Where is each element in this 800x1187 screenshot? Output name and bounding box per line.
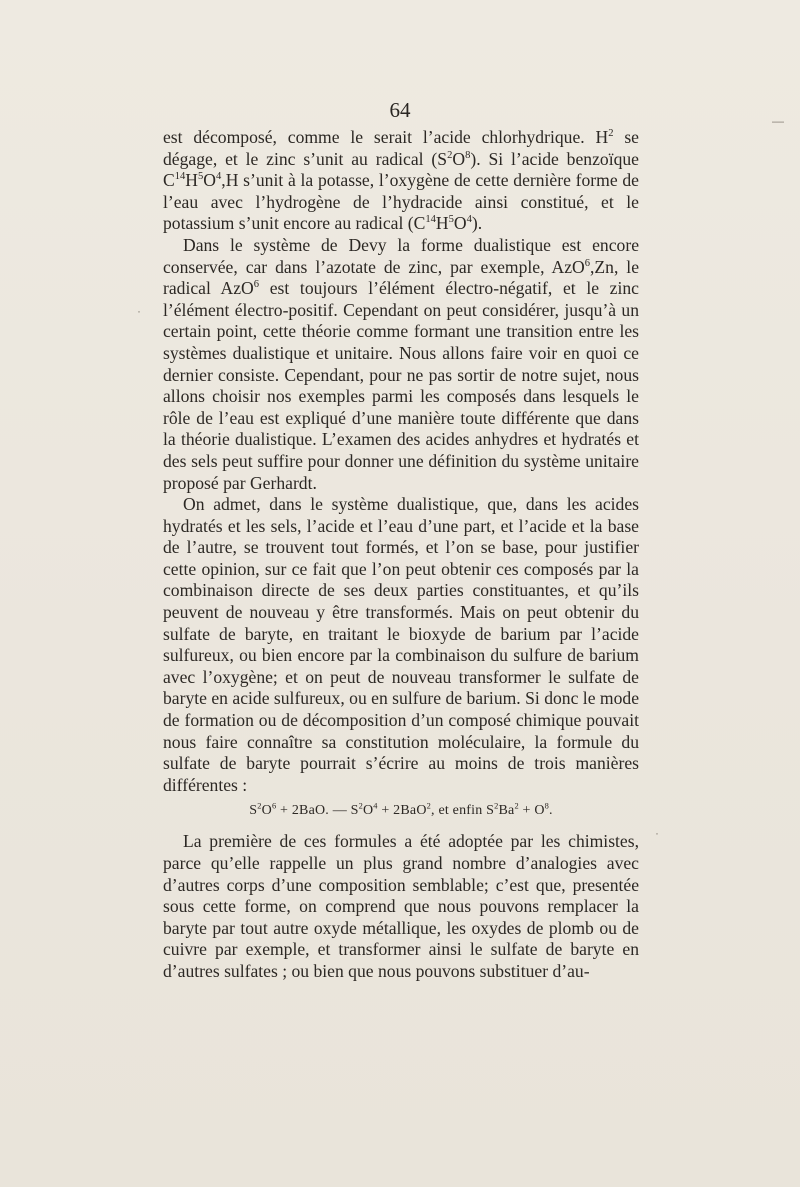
text-run: S: [249, 803, 258, 819]
body-text: [163, 127, 639, 983]
text-run: H: [435, 213, 449, 234]
superscript: 8: [465, 149, 471, 161]
text-run: La première de ces formules a été adoptée par les chimistes, parce qu’elle rappelle un plus grand nombre d’analogies avec d’autres corps d’une composition semblable; c’est que, presentée sous cette forme, on comprend que nous pouvons remplacer la baryte par tout autre oxyde métallique, les oxydes de plomb ou de cuivre par exemple, et transformer ainsi le sulfate de baryte en d’autres sulfates ; ou bien que nous pouvons substituer d’au-: [163, 831, 639, 981]
superscript: 2: [426, 801, 432, 811]
page-number: 64: [389, 98, 411, 122]
superscript: 4: [216, 171, 222, 183]
text-run: On admet, dans le système dualistique, que, dans les acides hydratés et les sels, l’acide et l’eau d’une part, et l’acide et la base de l’autre, se trouvent tout formés, et l’on se base, pour justifier cette opinion, sur ce fait que l’on peut obtenir ces composés par la combinaison directe de ses deux parties constituantes, et qu’ils peuvent de nouveau y être transformés. Mais on peut obtenir du sulfate de baryte, en traitant le bioxyde de barium par l’acide sulfureux, ou bien encore par la combinaison du sulfure de barium avec l’oxygène; et on peut de nouveau transformer le sulfate de baryte en acide sulfureux, ou en sulfure de barium. Si donc le mode de formation ou de décomposition d’un composé chimique pouvait nous faire connaître sa constitution moléculaire, la formule du sulfate de baryte pourrait s’écrire au moins de trois manières différentes :: [163, 494, 639, 795]
superscript: 2: [608, 128, 614, 140]
superscript: 2: [514, 801, 519, 811]
paragraph-3: [163, 494, 639, 796]
superscript: 14: [425, 214, 436, 226]
margin-mark: ·: [137, 304, 141, 318]
text-run: ).: [471, 213, 483, 234]
text-run: ). Si l’acide benzoïque C: [163, 148, 639, 191]
paragraph-1: [163, 127, 639, 235]
paragraph-4: [163, 831, 639, 982]
text-run: , et enfin S: [431, 803, 495, 819]
superscript: 8: [544, 801, 550, 811]
text-run: ,H s’unit à la potasse, l’oxygène de cette dernière forme de l’eau avec l’hydrogène de l’hydracide ainsi constitué, et le potassium s’unit encore au radical (C: [163, 170, 639, 234]
margin-mark: ·: [655, 826, 659, 840]
superscript: 6: [584, 257, 590, 269]
text-run: O: [203, 170, 217, 191]
text-run: + O: [518, 803, 545, 819]
chemical-formula: [163, 800, 639, 822]
text-run: Dans le système de Devy la forme dualistique est encore conservée, car dans l’azotate de zinc, par exemple, AzO: [163, 234, 639, 277]
superscript: 2: [257, 801, 262, 811]
text-run: O: [362, 803, 374, 819]
superscript: 2: [447, 149, 453, 161]
text-run: est décomposé, comme le serait l’acide chlorhydrique. H: [163, 127, 609, 147]
margin-mark: —: [772, 114, 784, 128]
superscript: 6: [253, 279, 260, 291]
text-run: .: [549, 803, 553, 819]
text-run: O: [452, 148, 466, 169]
text-run: + 2BaO. — S: [276, 803, 359, 819]
text-run: + 2BaO: [377, 803, 427, 819]
text-run: Ba: [498, 803, 515, 819]
superscript: 4: [373, 801, 378, 811]
text-run: ,Zn, le radical AzO: [163, 256, 639, 299]
superscript: 5: [448, 214, 454, 226]
superscript: 4: [466, 214, 472, 226]
superscript: 14: [174, 171, 186, 183]
text-run: O: [261, 803, 272, 819]
superscript: 5: [198, 171, 204, 183]
superscript: 2: [358, 801, 363, 811]
text-run: est toujours l’élément électro-négatif, et le zinc l’élément électro-positif. Cependant on peut considérer, jusqu’à un certain point, cette théorie comme formant une transition entre les systèmes dualistique et unitaire. Nous allons faire voir en quoi ce dernier consiste. Cependant, pour ne pas sortir de notre sujet, nous allons choisir nos exemples parmi les composés dans lesquels le rôle de l’eau est expliqué d’une manière toute différente que dans la théorie dualistique. L’examen des acides anhydres et hydratés et des sels peut suffire pour donner une définition du système unitaire proposé par Gerhardt.: [163, 278, 639, 493]
text-run: O: [453, 213, 467, 234]
text-run: H: [185, 170, 199, 191]
superscript: 6: [271, 801, 277, 811]
text-run: se dégage, et le zinc s’unit au radical (S: [163, 127, 639, 169]
paragraph-2: [163, 235, 639, 494]
superscript: 2: [494, 801, 499, 811]
